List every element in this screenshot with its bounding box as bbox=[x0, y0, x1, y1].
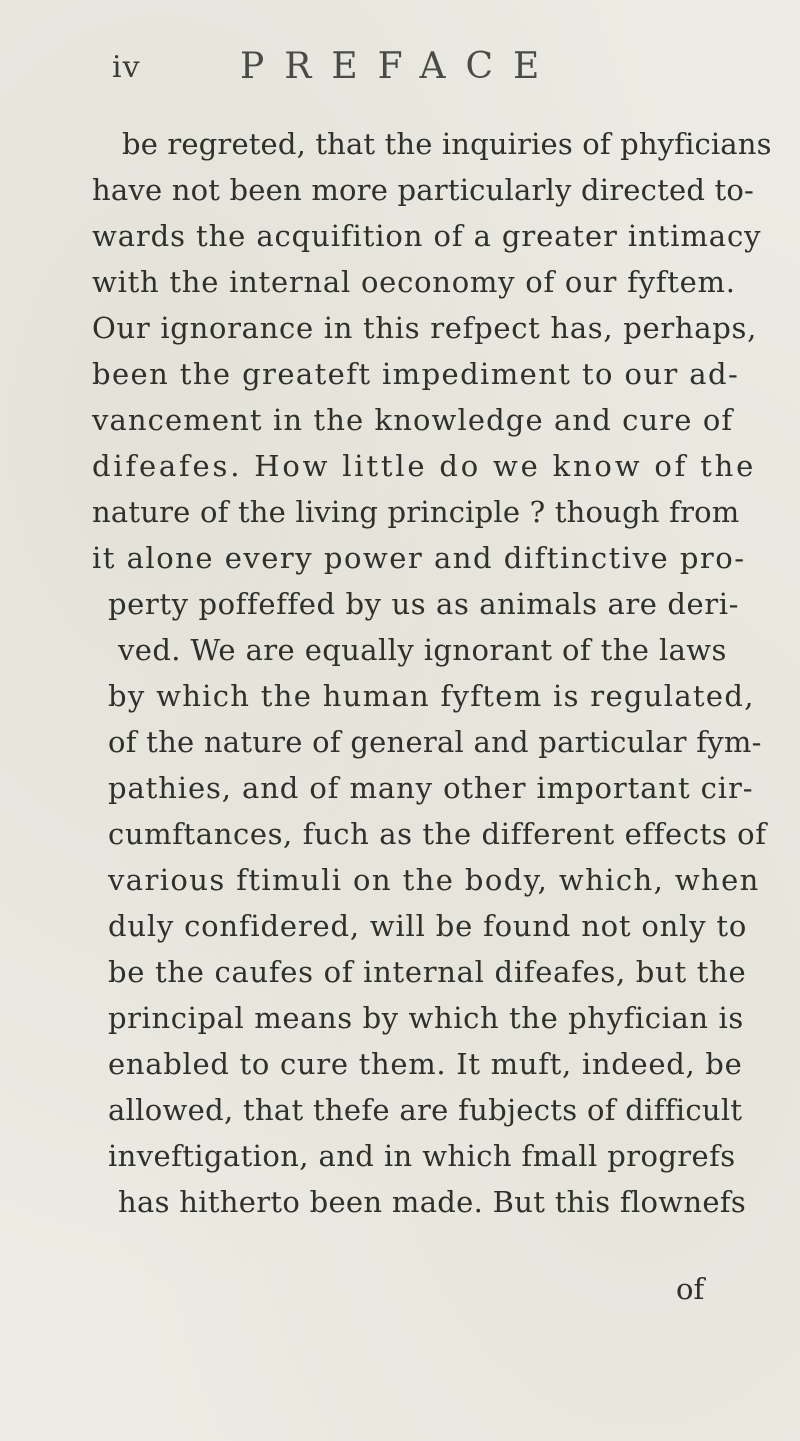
text-line: with the internal oeconomy of our fyftem. bbox=[92, 265, 736, 299]
text-line: duly confidered, will be found not only to bbox=[108, 909, 748, 943]
text-line: pathies, and of many other important cir- bbox=[108, 771, 754, 805]
text-line: inveftigation, and in which fmall progrefs bbox=[108, 1139, 736, 1173]
text-line: wards the acquifition of a greater intimacy bbox=[92, 219, 762, 253]
text-line: of the nature of general and particular fym- bbox=[108, 725, 762, 759]
text-line: difeafes. How little do we know of the bbox=[92, 449, 757, 483]
catchword: of bbox=[676, 1272, 705, 1306]
text-line: perty poffeffed by us as animals are deri- bbox=[108, 587, 740, 621]
text-line: has hitherto been made. But this flownefs bbox=[118, 1185, 747, 1219]
text-line: vancement in the knowledge and cure of bbox=[92, 403, 734, 437]
text-line: cumftances, fuch as the different effects of bbox=[108, 817, 767, 851]
text-line: have not been more particularly directed to- bbox=[92, 173, 755, 207]
page-number: iv bbox=[112, 50, 141, 85]
text-line: ved. We are equally ignorant of the laws bbox=[118, 633, 727, 667]
text-line: enabled to cure them. It muft, indeed, be bbox=[108, 1047, 743, 1081]
text-line: be the caufes of internal difeafes, but the bbox=[108, 955, 747, 989]
text-line: nature of the living principle ? though from bbox=[92, 495, 740, 529]
text-line: allowed, that thefe are fubjects of difficult bbox=[108, 1093, 743, 1127]
text-line: Our ignorance in this refpect has, perhaps, bbox=[92, 311, 758, 345]
text-line: by which the human fyftem is regulated, bbox=[108, 679, 755, 713]
text-line: be regreted, that the inquiries of phyficians bbox=[122, 127, 772, 161]
text-line: principal means by which the phyfician is bbox=[108, 1001, 744, 1035]
running-head: PREFACE bbox=[240, 46, 560, 87]
text-line: it alone every power and diftinctive pro- bbox=[92, 541, 746, 575]
text-line: various ftimuli on the body, which, when bbox=[108, 863, 760, 897]
text-line: been the greateft impediment to our ad- bbox=[92, 357, 740, 391]
page-header bbox=[0, 46, 800, 100]
